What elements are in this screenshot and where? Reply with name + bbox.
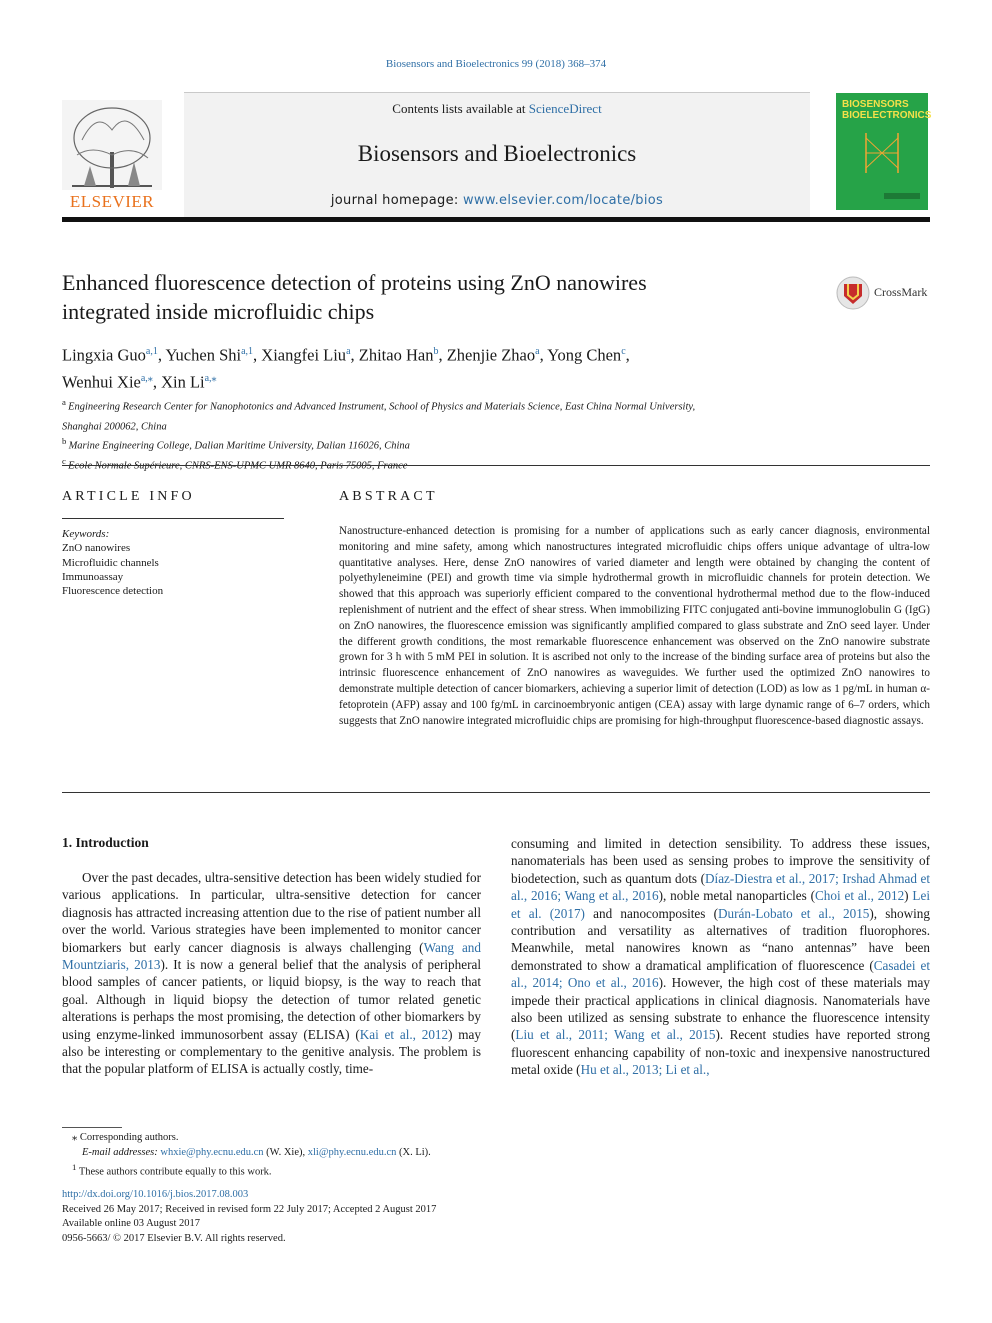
- citation-link[interactable]: Lei et al. (2017): [511, 888, 930, 921]
- author-affiliation-marker[interactable]: a,1: [241, 346, 254, 357]
- crossmark-label: CrossMark: [874, 285, 928, 299]
- body-text: ): [904, 888, 913, 904]
- keywords-label: Keywords:: [62, 528, 110, 540]
- contents-line: Contents lists available at ScienceDirect: [392, 101, 602, 116]
- affiliation-item: c: [62, 455, 69, 466]
- body-text: ). Recent studies have reported strong fluorescent enhancing capability of non-toxic and inexpensive nanostructured metal oxide (: [511, 1027, 931, 1078]
- citation-link[interactable]: Wang and Mountziaris, 2013: [62, 939, 481, 973]
- author-separator: ,: [438, 345, 447, 365]
- citation-link[interactable]: Kai et al., 2012: [359, 1026, 449, 1042]
- footnote-divider: [62, 1127, 122, 1128]
- body-text: ) may also be interesting or complementary to the genitive analysis. The problem is that the popular platform of ELISA is actually costly, time-: [62, 1026, 481, 1077]
- article-info-divider: [62, 518, 284, 519]
- keyword-item: ZnO nanowires: [62, 542, 131, 555]
- citation-link[interactable]: Casadei et al., 2014; Ono et al., 2016: [511, 957, 931, 991]
- citation-link[interactable]: Hu et al., 2013; Li et al.,: [580, 1062, 710, 1078]
- citation-link[interactable]: Díaz-Diestra et al., 2017; Irshad Ahmad et al., 2016; Wang et al., 2016: [511, 870, 930, 904]
- author-affiliation-marker[interactable]: a,⁎: [204, 372, 217, 384]
- paragraph: [62, 869, 481, 1078]
- journal-cover-thumbnail[interactable]: [836, 93, 932, 210]
- affiliations: [62, 395, 822, 473]
- keyword-item: Fluorescence detection: [62, 585, 164, 598]
- author-separator: ,: [152, 372, 162, 391]
- body-text: ), showing contribution and versatility as alternatives of tradition fluorophores. Meanwhile, metal nanowires known as “nano antennas” have been demonstrated to show a dramatical amplification of fluorescence (: [511, 905, 930, 973]
- paragraph: [511, 835, 930, 1079]
- author-affiliation-marker[interactable]: a,⁎: [140, 372, 153, 384]
- body-text: ). However, the high cost of these materials may impede their practical applications in clinical diagnosis. Nanomaterials have also been utilized as sensing substrate to enhance the fluorescence intensity (: [511, 975, 930, 1043]
- body-text: ), noble metal nanoparticles (: [658, 888, 815, 904]
- author-separator: ,: [539, 345, 548, 365]
- author-separator: ,: [253, 345, 262, 365]
- crossmark-badge[interactable]: [836, 276, 932, 310]
- author-affiliation-marker[interactable]: a: [535, 346, 540, 357]
- article-info-heading: ARTICLE INFO: [62, 489, 195, 504]
- citation-link[interactable]: Durán-Lobato et al., 2015: [718, 905, 870, 921]
- article-metadata: [62, 1188, 662, 1246]
- keyword-item: Immunoassay: [62, 570, 124, 583]
- author-name[interactable]: Zhenjie Zhao: [446, 345, 536, 365]
- author-affiliation-marker[interactable]: c: [621, 346, 626, 357]
- article-title: Enhanced fluorescence detection of proteins using ZnO nanowires integrated inside microfluidic chips: [62, 270, 647, 324]
- homepage-link[interactable]: www.elsevier.com/locate/bios: [463, 193, 664, 208]
- publisher-name: ELSEVIER: [69, 192, 155, 211]
- citation-link[interactable]: Choi et al., 2012: [814, 888, 905, 904]
- email-link[interactable]: xli@phy.ecnu.edu.cn: [307, 1146, 397, 1158]
- body-column-right: [511, 835, 930, 1079]
- author-separator: ,: [350, 345, 359, 365]
- author-name[interactable]: Yuchen Shi: [165, 345, 242, 365]
- online-date: Available online 03 August 2017: [62, 1218, 201, 1229]
- affiliation-divider: [62, 465, 930, 466]
- journal-citation[interactable]: Biosensors and Bioelectronics 99 (2018) 368–374: [385, 58, 607, 70]
- copyright: 0956-5663/ © 2017 Elsevier B.V. All rights reserved.: [62, 1232, 286, 1244]
- journal-title: Biosensors and Bioelectronics: [357, 141, 637, 166]
- body-text: consuming and limited in detection sensibility. To address these issues, nanomaterials has been used as sensing probes to improve the sensitivity of biodetection, such as quantum dots (: [511, 836, 930, 886]
- body-text: and nanocomposites (: [584, 905, 719, 921]
- email-link[interactable]: whxie@phy.ecnu.edu.cn: [160, 1146, 264, 1158]
- author-name[interactable]: Xin Li: [161, 372, 205, 391]
- footnote-equal-contribution: $^1$ These authors contribute equally to this work.: [72, 1162, 272, 1178]
- elsevier-logo: [62, 100, 162, 210]
- author-name[interactable]: Lingxia Guo: [62, 345, 146, 365]
- author-name[interactable]: Zhitao Han: [358, 345, 434, 365]
- affiliation-item: Shanghai 200062, China: [62, 421, 167, 432]
- cover-title: BIOSENSORS BIOELECTRONICS: [842, 99, 932, 121]
- keyword-item: Microfluidic channels: [62, 556, 159, 569]
- abstract-divider: [62, 792, 930, 793]
- body-column-left: [62, 869, 481, 1078]
- author-name[interactable]: Wenhui Xie: [62, 372, 141, 391]
- author-affiliation-marker[interactable]: a: [346, 346, 351, 357]
- authors-line-2: [62, 367, 822, 394]
- footnote-emails: E-mail addresses: whxie@phy.ecnu.edu.cn (W. Xie), xli@phy.ecnu.edu.cn (X. Li).: [82, 1146, 431, 1158]
- body-text: ). It is now a general belief that the analysis of peripheral blood samples of cancer patients, or liquid biopsy, is the way to reach that goal. Although in liquid biopsy the detection of tumor related genetic alterations is perhaps the most promising, the detection of other biomarkers by using enzyme-linked immunosorbent assay (ELISA) (: [62, 957, 481, 1042]
- journal-homepage: journal homepage: www.elsevier.com/locate/bios: [330, 193, 664, 208]
- abstract-text: Nanostructure-enhanced detection is promising for a number of applications such as early cancer diagnosis, environmental monitoring and mine safety, among which nanostructures integrated microfluidic chips offers unique advantage of ultra-low quantitative analyses. Here, dense ZnO nanowires of varied diameter and length were obtained by changing the content of polyethyleneimine (PEI) and growth time via simple hydrothermal growth in microfluidic channels for protein detection. We showed that this approach was superiorly efficient compared to the conventional hydrothermal method due to the flow-induced replenishment of nutrient and the effect of shear stress. When immobilizing FITC conjugated anti-bovine immunoglobulin G (IgG) on ZnO nanowires, the fluorescence emission was significantly amplified compared to glass substrate and ZnO seed layer. Under the different growth conditions, the most remarkable fluorescence enhancement was observed on the ZnO nanowire substrate grown for 3 h with 5 mM PEI in solution. It is ascribed not only to the increase of the binding surface area of proteins but also the intrinsic fluorescence enhancement of ZnO nanowires as waveguides. We further used the optimized ZnO nanowires to demonstrate multiple detection of cancer biomarkers, achieving a superior limit of detection (LOD) as low as 1 pg/mL in human α-fetoprotein (AFP) assay and 100 fg/mL in carcinoembryonic antigen (CEA) assay with large dynamic range of 6–7 orders, which suggests that ZnO nanowire integrated microfluidic chips are promising for high-throughput fluorescence-based diagnostic assays.: [339, 525, 930, 727]
- footnote-corresponding: ⁎ Corresponding authors.: [72, 1132, 179, 1143]
- authors-line-1: [62, 340, 822, 367]
- author-name[interactable]: Yong Chen: [547, 345, 622, 365]
- affiliation-item: $^b$ Marine Engineering College, Dalian Maritime University, Dalian 116026, China: [62, 436, 410, 452]
- author-separator: ,: [157, 345, 166, 365]
- header-divider: [62, 217, 930, 222]
- sciencedirect-link[interactable]: ScienceDirect: [528, 101, 602, 116]
- author-affiliation-marker[interactable]: b: [433, 346, 439, 357]
- crossmark-icon: [836, 276, 870, 310]
- footnotes: [62, 1131, 662, 1180]
- introduction-heading: 1. Introduction: [62, 835, 149, 850]
- citation-link[interactable]: Liu et al., 2011; Wang et al., 2015: [515, 1027, 716, 1043]
- author-affiliation-marker[interactable]: a,1: [145, 346, 158, 357]
- cover-graphic-icon: [836, 93, 928, 210]
- abstract-heading: ABSTRACT: [339, 489, 438, 504]
- article-history: Received 26 May 2017; Received in revised form 22 July 2017; Accepted 2 August 2017: [62, 1203, 437, 1215]
- body-text: Over the past decades, ultra-sensitive detection has been widely studied for various applications. In particular, ultra-sensitive detection for cancer diagnosis has attracted increasing attention due to the rise of patient number all over the world. Various strategies have been implemented to monitor cancer biomarkers but early cancer diagnosis is always challenging (: [62, 870, 481, 955]
- author-separator: ,: [625, 345, 630, 365]
- keywords-block: [62, 527, 284, 598]
- author-name[interactable]: Xiangfei Liu: [261, 345, 347, 365]
- doi-link[interactable]: http://dx.doi.org/10.1016/j.bios.2017.08.003: [62, 1189, 249, 1200]
- author-list: [62, 340, 822, 393]
- affiliation-item: $^a$ Engineering Research Center for Nanophotonics and Advanced Instrument, School of Physics and Materials Science, East China Normal University,: [62, 397, 696, 413]
- journal-header: [184, 92, 810, 217]
